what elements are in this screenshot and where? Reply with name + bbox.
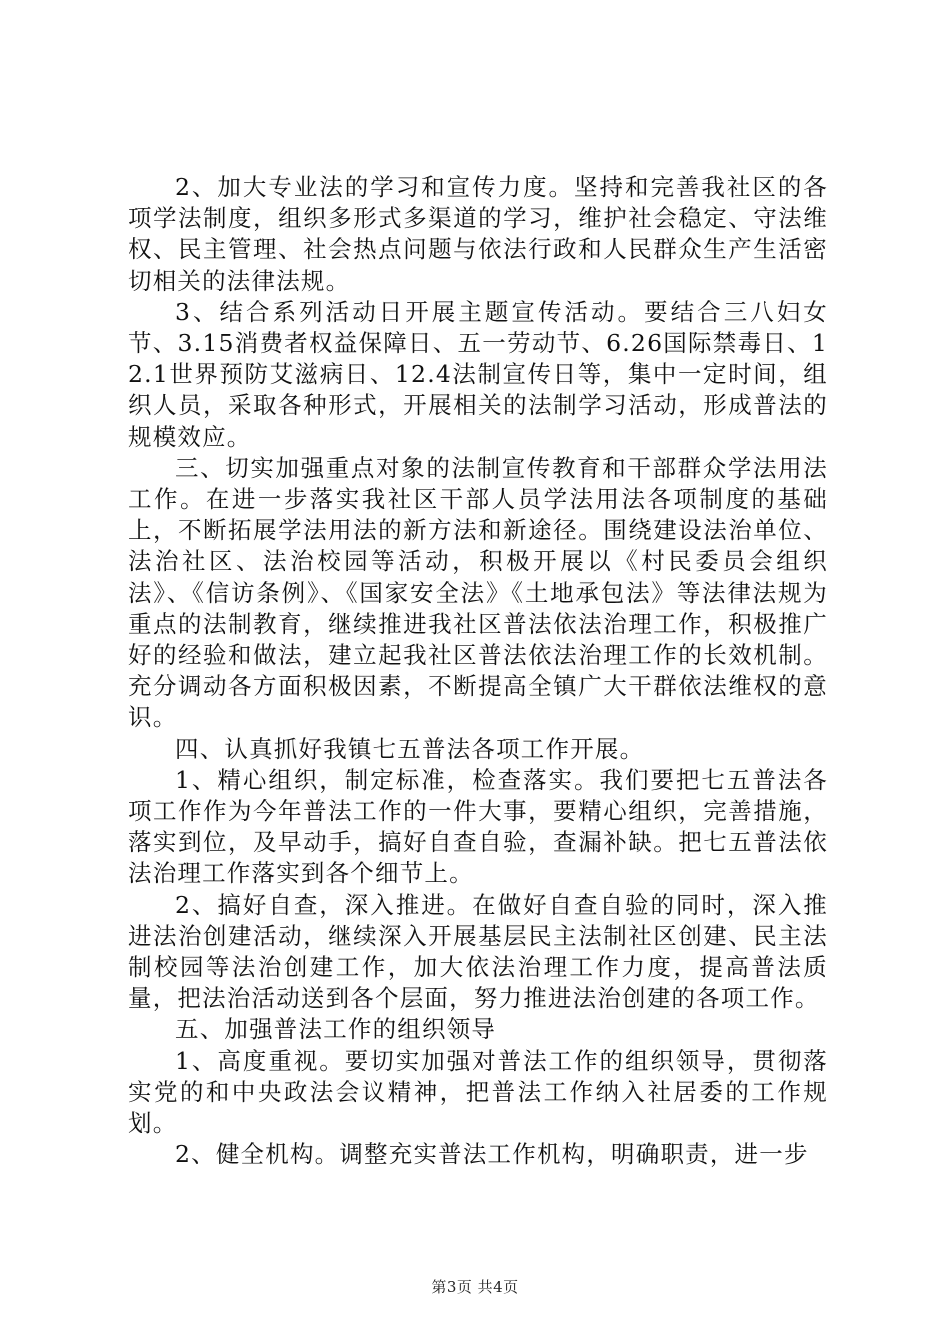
paragraph: 五、加强普法工作的组织领导 <box>175 1015 497 1044</box>
paragraph: 1、高度重视。要切实加强对普法工作的组织领导，贯彻落实党的和中央政法会议精神，把普法工作纳入社居委的工作规划。 <box>128 1046 828 1138</box>
paragraph: 1、精心组织，制定标准，检查落实。我们要把七五普法各项工作作为今年普法工作的一件大事，要精心组织，完善措施，落实到位，及早动手，搞好自查自验，查漏补缺。把七五普法依法治理工作落实到各个细节上。 <box>128 765 828 888</box>
paragraph: 2、健全机构。调整充实普法工作机构，明确职责，进一步 <box>175 1140 809 1169</box>
page-footer: 第3页 共4页 <box>431 1278 519 1296</box>
paragraph: 2、加大专业法的学习和宣传力度。坚持和完善我社区的各项学法制度，组织多形式多渠道的学习，维护社会稳定、守法维权、民主管理、社会热点问题与依法行政和人民群众生产生活密切相关的法律法规。 <box>128 173 828 295</box>
paragraph: 2、搞好自查，深入推进。在做好自查自验的同时，深入推进法治创建活动，继续深入开展基层民主法制社区创建、民主法制校园等法治创建工作，加大依法治理工作力度，提高普法质量，把法治活动送到各个层面，努力推进法治创建的各项工作。 <box>128 890 828 1013</box>
paragraph: 四、认真抓好我镇七五普法各项工作开展。 <box>175 734 645 763</box>
document-body <box>128 172 828 1171</box>
paragraph: 3、结合系列活动日开展主题宣传活动。要结合三八妇女节、3.15消费者权益保障日、五一劳动节、6.26国际禁毒日、12.1世界预防艾滋病日、12.4法制宣传日等，集中一定时间，组织人员，采取各种形式，开展相关的法制学习活动，形成普法的规模效应。 <box>128 297 828 451</box>
paragraph: 三、切实加强重点对象的法制宣传教育和干部群众学法用法工作。在进一步落实我社区干部人员学法用法各项制度的基础上，不断拓展学法用法的新方法和新途径。围绕建设法治单位、法治社区、法治校园等活动，积极开展以《村民委员会组织法》、《信访条例》、《国家安全法》《土地承包法》等法律法规为重点的法制教育，继续推进我社区普法依法治理工作，积极推广好的经验和做法，建立起我社区普法依法治理工作的长效机制。充分调动各方面积极因素，不断提高全镇广大干群依法维权的意识。 <box>128 453 828 732</box>
